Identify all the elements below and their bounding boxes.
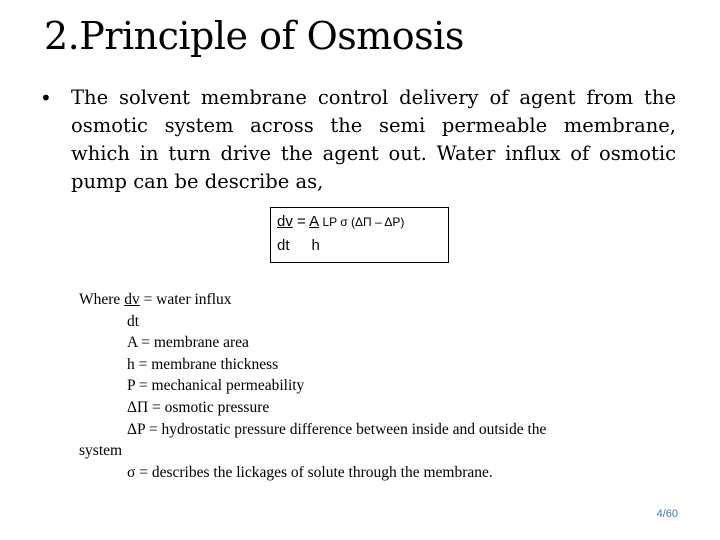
formula-rest: LP σ (ΔΠ – ΔP) <box>319 215 405 229</box>
bullet-point <box>40 84 676 196</box>
definition-sigma: σ = describes the lickages of solute through the membrane. <box>127 463 493 481</box>
definition-dt: dt <box>127 312 140 330</box>
formula-dt: dt <box>277 237 290 254</box>
where-prefix: Where <box>79 291 125 308</box>
definition-item: A = membrane area <box>127 334 249 352</box>
where-suffix: = water influx <box>139 291 232 308</box>
bullet-text: The solvent membrane control delivery of agent from the osmotic system across the semi permeable membrane, which in turn drive the agent out. Water influx of osmotic pump can be describe as, <box>71 86 676 193</box>
definition-where <box>79 289 679 311</box>
formula-h: h <box>311 237 320 254</box>
definitions-block <box>79 289 679 483</box>
page-number: 4/60 <box>656 508 678 520</box>
definition-item: P = mechanical permeability <box>127 377 305 395</box>
definition-item: h = membrane thickness <box>127 355 279 373</box>
definition-wrap: system <box>79 442 123 460</box>
formula-a: A <box>309 213 320 230</box>
definition-item: ΔP = hydrostatic pressure difference between inside and outside the <box>127 420 547 438</box>
formula-equals: = <box>292 213 310 230</box>
where-dv: dv <box>124 291 140 308</box>
formula-line-1 <box>277 213 404 231</box>
bullet-icon: • <box>40 86 52 110</box>
slide-title: 2.Principle of Osmosis <box>44 14 464 58</box>
definition-item: ΔΠ = osmotic pressure <box>127 398 270 416</box>
formula-box <box>270 207 449 263</box>
formula-dv: dv <box>277 213 293 230</box>
formula-line-2 <box>277 237 320 255</box>
